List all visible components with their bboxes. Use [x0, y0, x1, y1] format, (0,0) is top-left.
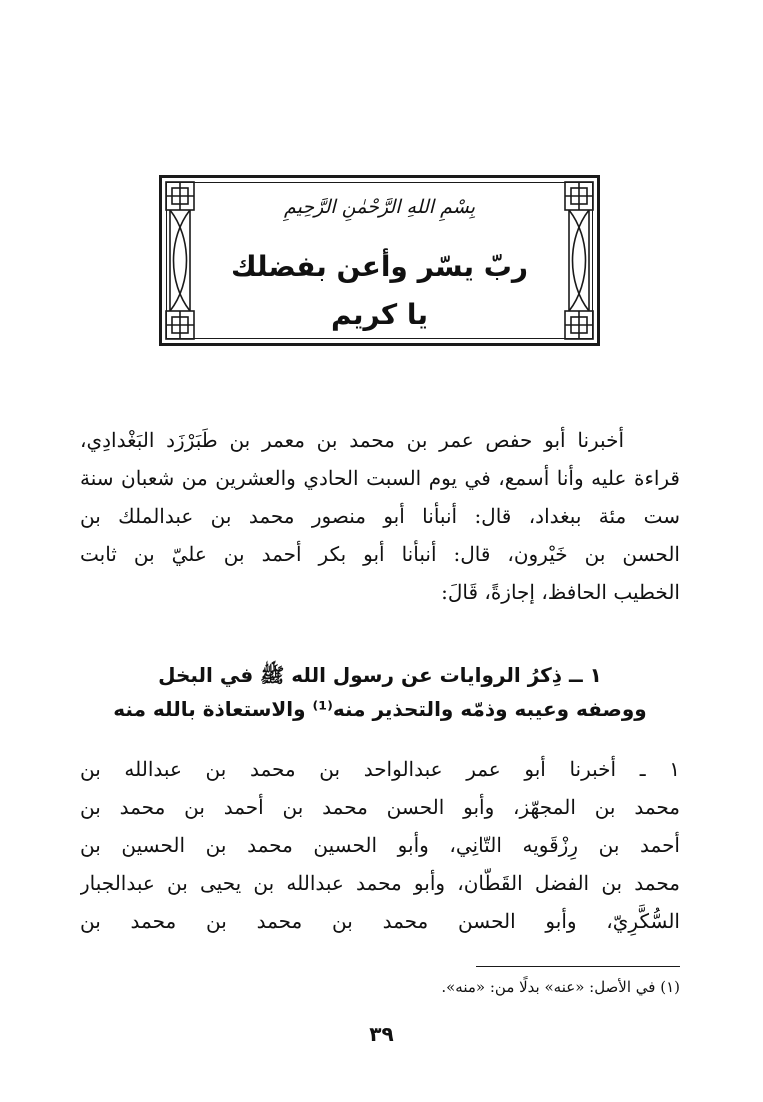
text-line: أخبرنا أبو حفص عمر بن محمد بن معمر بن طَبَرْزَد البَغْدادِي،: [80, 428, 624, 452]
prayer-line-2: يا كريم: [331, 298, 428, 331]
footnote: (١) في الأصل: «عنه» بدلًا من: «منه».: [441, 978, 680, 996]
text-line: محمد بن المجهّز، وأبو الحسن محمد بن أحمد بن محمد بن: [80, 795, 680, 819]
hadith-paragraph: [80, 750, 680, 940]
intro-paragraph: [80, 421, 680, 611]
basmala-calligraphy: بِسْمِ اللهِ الرَّحْمٰنِ الرَّحِيمِ: [284, 196, 475, 218]
section-heading: [80, 658, 680, 726]
text-line: الخطيب الحافظ، إجازةً، قَالَ:: [441, 580, 680, 604]
text-line: أحمد بن رِزْقَويه التّانِي، وأبو الحسين محمد بن الحسين بن: [80, 833, 680, 857]
section-heading-line-1: ١ ــ ذِكرُ الروايات عن رسول الله ﷺ في البخل: [158, 663, 602, 687]
section-heading-line-2: ووصفه وعيبه وذمّه والتحذير منه⁽¹⁾ والاستعاذة بالله منه: [113, 697, 647, 721]
text-line: ست مئة ببغداد، قال: أنبأنا أبو منصور محمد بن عبدالملك بن: [80, 504, 680, 528]
prayer-line-1: ربّ يسّر وأعن بفضلك: [230, 250, 528, 283]
footnote-divider: [476, 966, 680, 967]
text-line: محمد بن الفضل القَطّان، وأبو محمد عبدالله بن يحيى بن عبدالجبار: [80, 871, 680, 895]
text-line: قراءة عليه وأنا أسمع، في يوم السبت الحادي والعشرين من شعبان سنة: [80, 466, 680, 490]
title-frame: [159, 175, 600, 346]
text-line: ١ ـ أخبرنا أبو عمر عبدالواحد بن محمد بن عبدالله بن: [80, 757, 680, 781]
text-line: السُّكَّرِيّ، وأبو الحسن محمد بن محمد بن محمد بن: [80, 909, 680, 933]
text-line: الحسن بن خَيْرون، قال: أنبأنا أبو بكر أحمد بن عليّ بن ثابت: [80, 542, 680, 566]
page-number: ٣٩: [369, 1022, 394, 1046]
